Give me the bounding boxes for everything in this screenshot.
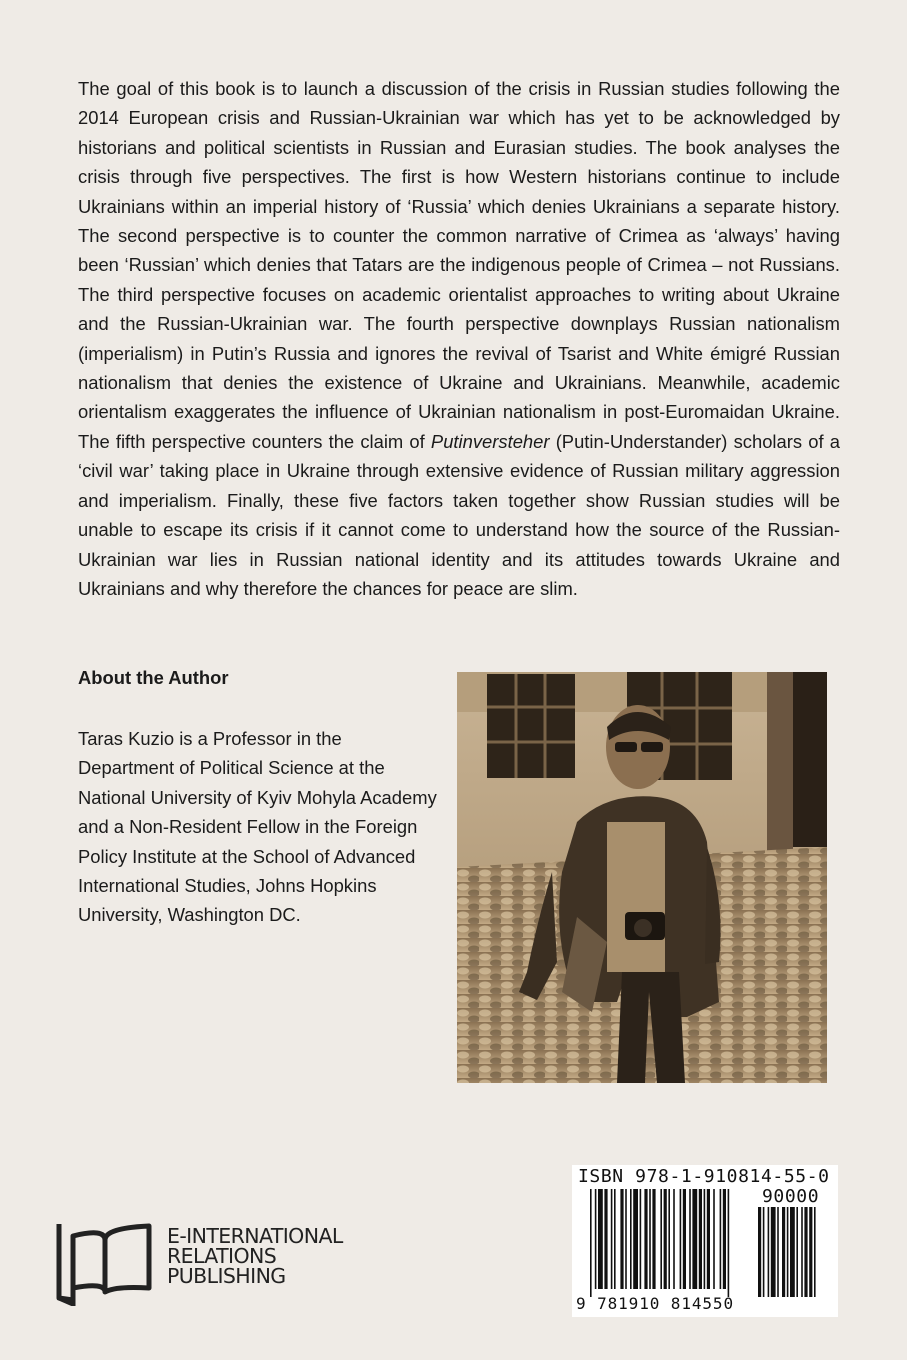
barcode-bar — [620, 1189, 623, 1289]
price-addon-code: 90000 — [762, 1186, 820, 1207]
barcode-bar — [704, 1189, 706, 1289]
barcode-bar — [604, 1189, 607, 1289]
publisher-line-1: E-INTERNATIONAL — [167, 1224, 343, 1248]
barcode-bar — [640, 1189, 642, 1289]
barcode-bar — [614, 1189, 616, 1289]
addon-bar — [771, 1207, 776, 1297]
addon-bar — [814, 1207, 816, 1297]
addon-bar — [790, 1207, 795, 1297]
barcode-bar — [728, 1189, 730, 1297]
publisher-name — [167, 1226, 343, 1286]
barcode-bar — [699, 1189, 702, 1289]
barcode-bar — [683, 1189, 686, 1289]
addon-bar — [763, 1207, 765, 1297]
publisher-logo — [55, 1218, 375, 1308]
barcode-digits: 9 781910 814550 — [576, 1294, 734, 1313]
addon-bar — [777, 1207, 779, 1297]
barcode-bar — [652, 1189, 655, 1289]
description-part-1: The goal of this book is to launch a discussion of the crisis in Russian studies following the 2014 European crisis and Russian-Ukrainian war which has yet to be acknowledged by historians and political scientists in Russian and Eurasian studies. The book analyses the crisis through five perspectives. The first is how Western historians continue to include Ukrainians within an imperial history of ‘Russia’ which denies Ukrainians a separate history. The second perspective is to counter the common narrative of Crimea as ‘always’ having been ‘Russian’ which denies that Tatars are the indigenous people of Crimea – not Russians. The third perspective focuses on academic orientalist approaches to writing about Ukraine and the Russian-Ukrainian war. The fourth perspective downplays Russian nationalism (imperialism) in Putin’s Russia and ignores the revival of Tsarist and White émigré Russian nationalism that denies the existence of Ukraine and Ukrainians. Meanwhile, academic orientalism exaggerates the influence of Ukrainian nationalism in post-Euromaidan Ukraine. The fifth perspective counters the claim of — [78, 78, 840, 452]
publisher-line-2: RELATIONS — [167, 1244, 277, 1268]
barcode-bar — [630, 1189, 632, 1289]
barcode-bar — [713, 1189, 715, 1289]
barcode-bar — [673, 1189, 675, 1289]
barcode-bar — [633, 1189, 638, 1289]
barcode-bar — [660, 1189, 662, 1289]
barcode-bar — [720, 1189, 722, 1289]
barcode-bar — [707, 1189, 710, 1289]
barcode-bar — [595, 1189, 597, 1289]
description-part-2: (Putin-Understander) scholars of a ‘civil war’ taking place in Ukraine through extensive evidence of Russian military aggression and imperialism. Finally, these five factors taken together show Russian studies will be unable to escape its crisis if it cannot come to understand how the source of the Russian-Ukrainian war lies in Russian national identity and its attitudes towards Ukraine and Ukrainians and why therefore the chances for peace are slim. — [78, 430, 840, 599]
barcode-bar — [723, 1189, 726, 1289]
barcode-bar — [692, 1189, 697, 1289]
addon-bar — [801, 1207, 803, 1297]
description-italic-term: Putinversteher — [430, 430, 550, 452]
addon-bar — [804, 1207, 807, 1297]
addon-bar — [796, 1207, 798, 1297]
book-description — [78, 74, 840, 603]
isbn-label: ISBN 978-1-910814-55-0 — [578, 1166, 830, 1187]
addon-bar — [809, 1207, 812, 1297]
barcode-bar — [664, 1189, 667, 1289]
about-author-heading: About the Author — [78, 667, 229, 688]
barcode-bar — [598, 1189, 603, 1289]
open-book-icon — [55, 1218, 155, 1306]
addon-bar — [758, 1207, 761, 1297]
isbn-barcode — [572, 1165, 838, 1317]
barcode-bar — [590, 1189, 592, 1297]
addon-bar — [782, 1207, 785, 1297]
barcode-bar — [649, 1189, 651, 1289]
publisher-line-3: PUBLISHING — [167, 1264, 286, 1288]
addon-bar — [768, 1207, 770, 1297]
author-photo — [457, 672, 827, 1083]
barcode-bar — [668, 1189, 670, 1289]
addon-bar — [787, 1207, 789, 1297]
barcode-bar — [625, 1189, 627, 1289]
barcode-bar — [680, 1189, 682, 1289]
barcode-bar — [611, 1189, 613, 1289]
author-bio: Taras Kuzio is a Professor in the Department of Political Science at the National University of Kyiv Mohyla Academy and a Non-Resident Fellow in the Foreign Policy Institute at the School of Advanced International Studies, Johns Hopkins University, Washington DC. — [78, 728, 437, 926]
barcode-bar — [689, 1189, 691, 1289]
barcode-bar — [644, 1189, 647, 1289]
